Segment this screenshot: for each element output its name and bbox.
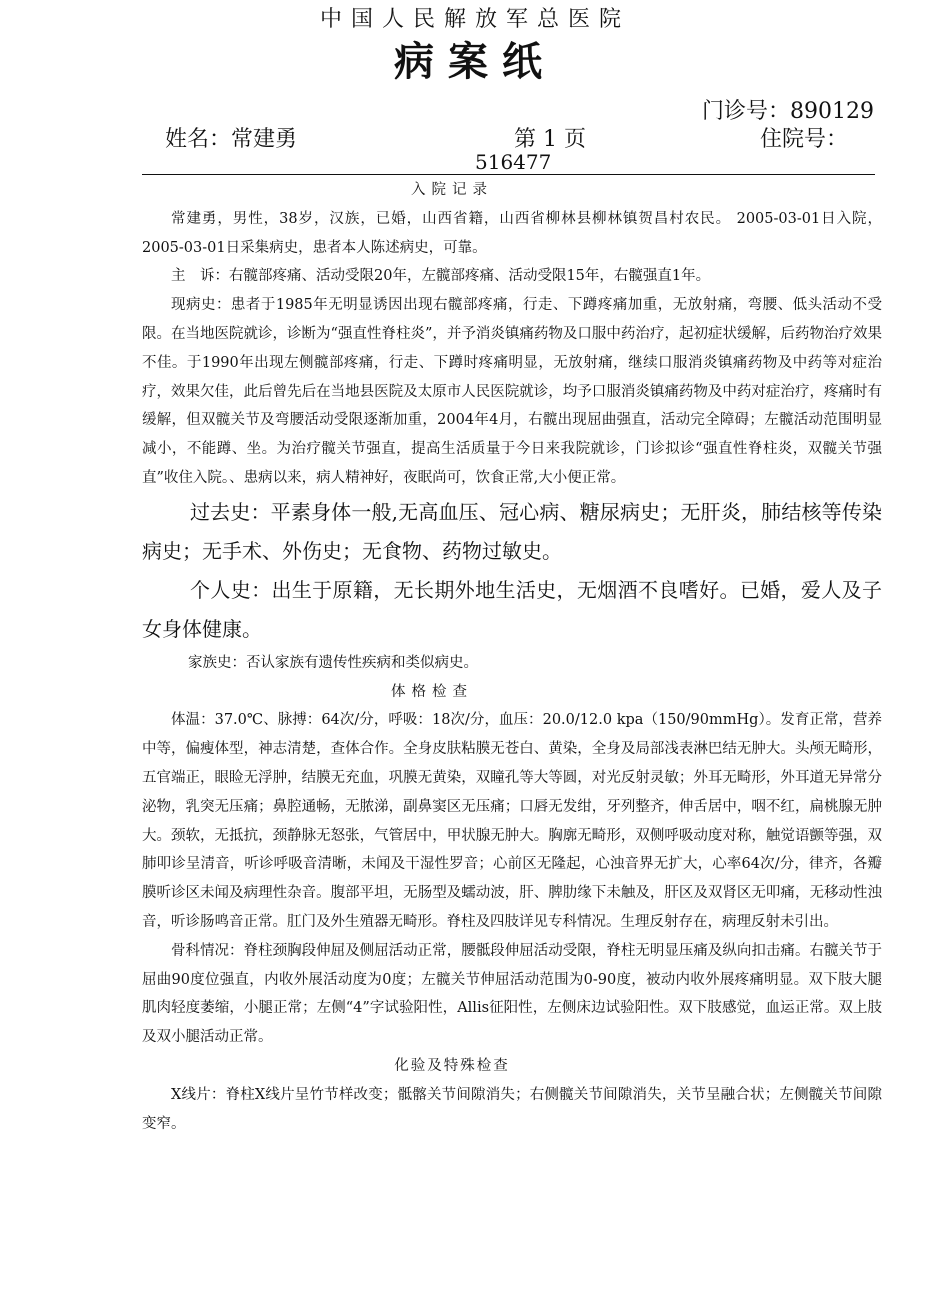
physical-exam-heading: 体格检查 [391,683,473,700]
chief-complaint: 主 诉：右髋部疼痛、活动受限20年，左髋部疼痛、活动受限15年，右髋强直1年。 [171,268,711,285]
family-history: 家族史：否认家族有遗传性疾病和类似病史。 [188,654,478,671]
record-body [142,176,882,1138]
patient-intro: 常建勇，男性，38岁，汉族，已婚，山西省籍，山西省柳林县柳林镇贺昌村农民。 2005-03-01日入院， 2005-03-01日采集病史，患者本人陈述病史，可靠。 [142,210,882,256]
present-history: 现病史：患者于1985年无明显诱因出现右髋部疼痛，行走、下蹲疼痛加重，无放射痛，弯腰、低头活动不受限。在当地医院就诊，诊断为“强直性脊柱炎”，并予消炎镇痛药物及口服中药治疗，起初症状缓解，后药物治疗效果不佳。于1990年出现左侧髋部疼痛，行走、下蹲时疼痛明显，无放射痛，继续口服消炎镇痛药物及中药等对症治疗，效果欠佳，此后曾先后在当地县医院及太原市人民医院就诊，均予口服消炎镇痛药物及中药对症治疗，疼痛时有缓解，但双髋关节及弯腰活动受限逐渐加重，2004年4月，右髋出现屈曲强直，活动完全障碍；左髋活动范围明显减小，不能蹲、坐。为治疗髋关节强直，提高生活质量于今日来我院就诊，门诊拟诊“强直性脊柱炎，双髋关节强直”收住入院。、患病以来，病人精神好，夜眠尚可，饮食正常,大小便正常。 [142,297,882,486]
inpatient-number: 516477 [475,150,552,174]
document-title: 病案纸 [394,39,556,85]
patient-name: 姓名：常建勇 [165,127,298,152]
past-history: 过去史：平素身体一般,无高血压、冠心病、糖尿病史；无肝炎，肺结核等传染病史；无手术、外伤史；无食物、药物过敏史。 [142,499,882,563]
physical-exam: 体温：37.0℃、脉搏：64次/分，呼吸：18次/分，血压：20.0/12.0 kpa（150/90mmHg）。发育正常，营养中等，偏瘦体型，神志清楚，查体合作。全身皮肤粘膜无苍白、黄染，全身及局部浅表淋巴结无肿大。头颅无畸形，五官端正，眼睑无浮肿，结膜无充血，巩膜无黄染，双瞳孔等大等圆，对光反射灵敏；外耳无畸形，外耳道无异常分泌物，乳突无压痛；鼻腔通畅，无脓涕，副鼻窦区无压痛；口唇无发绀，牙列整齐，伸舌居中，咽不红，扁桃腺无肿大。颈软，无抵抗，颈静脉无怒张，气管居中，甲状腺无肿大。胸廓无畸形，双侧呼吸动度对称，触觉语颤等强，双肺叩诊呈清音，听诊呼吸音清晰，未闻及干湿性罗音；心前区无隆起，心浊音界无扩大，心率64次/分，律齐，各瓣膜听诊区未闻及病理性杂音。腹部平坦，无肠型及蠕动波，肝、脾肋缘下未触及，肝区及双肾区无叩痛，无移动性浊音，听诊肠鸣音正常。肛门及外生殖器无畸形。脊柱及四肢详见专科情况。生理反射存在，病理反射未引出。 [142,712,882,930]
xray-findings: X线片：脊柱X线片呈竹节样改变；骶髂关节间隙消失；右侧髋关节间隙消失，关节呈融合状；左侧髋关节间隙变窄。 [142,1086,882,1132]
orthopedic-findings: 骨科情况：脊柱颈胸段伸屈及侧屈活动正常，腰骶段伸屈活动受限，脊柱无明显压痛及纵向扣击痛。右髋关节于屈曲90度位强直，内收外展活动度为0度；左髋关节伸屈活动范围为0-90度，被动内收外展疼痛明显。双下肢大腿肌肉轻度萎缩，小腿正常；左侧“4”字试验阳性，Allis征阳性，左侧床边试验阳性。双下肢感觉，血运正常。双上肢及双小腿活动正常。 [142,942,882,1046]
lab-exam-heading: 化验及特殊检查 [394,1057,510,1074]
page-number: 第 1 页 [514,127,586,152]
admission-record-heading: 入院记录 [411,182,493,198]
personal-history: 个人史：出生于原籍，无长期外地生活史，无烟酒不良嗜好。已婚，爱人及子女身体健康。 [142,577,882,641]
hospital-name: 中国人民解放军总医院 [319,7,630,32]
inpatient-label: 住院号： [760,127,849,152]
outpatient-number: 门诊号：890129 [702,99,874,124]
header-divider [142,174,875,175]
